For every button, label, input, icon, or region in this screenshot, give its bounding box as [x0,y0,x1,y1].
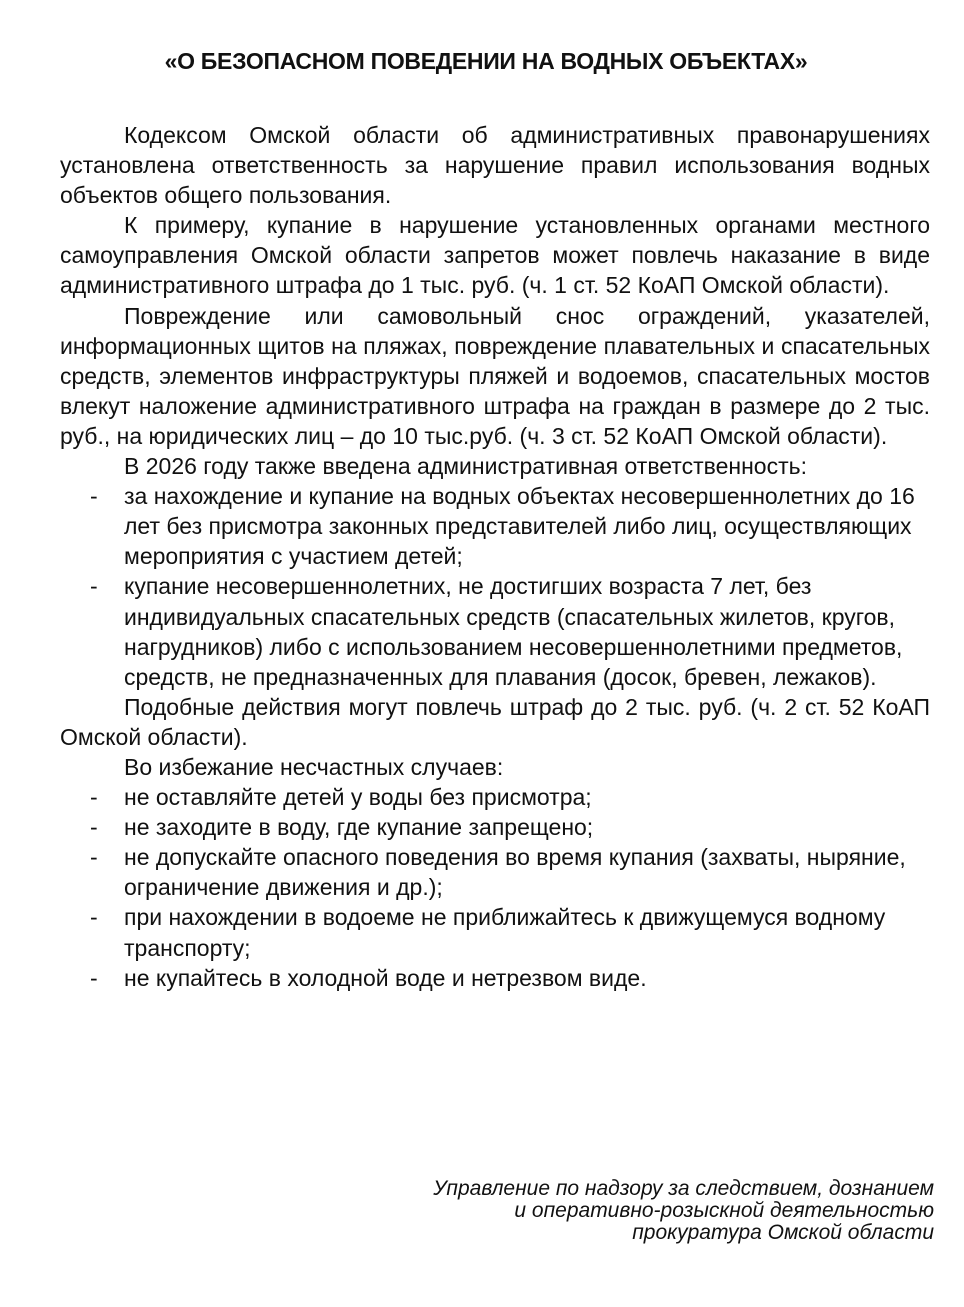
list-item [60,963,930,993]
list-item-text: купание несовершеннолетних, не достигших возраста 7 лет, без индивидуальных спасательных средств (спасательных жилетов, кругов, нагрудников) либо с использованием несовершеннолетними предметов, средств, не предназначенных для плавания (досок, бревен, лежаков). [124,573,903,690]
list-item [60,481,930,571]
signature-line: и оперативно-розыскной деятельностью [514,1199,934,1222]
list-item [60,842,930,902]
dash-bullet: - [90,784,98,811]
responsibility-list [60,481,930,692]
list-item-text: за нахождение и купание на водных объектах несовершеннолетних до 16 лет без присмотра законных представителей либо лиц, осуществляющих мероприятия с участием детей; [124,483,915,570]
document-title: «О БЕЗОПАСНОМ ПОВЕДЕНИИ НА ВОДНЫХ ОБЪЕКТАХ» [164,48,808,74]
list-item [60,782,930,812]
list-item-text: не заходите в воду, где купание запрещено; [124,814,594,841]
list-item [60,812,930,842]
paragraph-advice-intro: Во избежание несчастных случаев: [124,753,504,780]
paragraph-swimming-fine: К примеру, купание в нарушение установленных органами местного самоуправления Омской области запретов может повлечь наказание в виде административного штрафа до 1 тыс. руб. (ч. 1 ст. 52 КоАП Омской области). [60,212,930,299]
list-item-text: не оставляйте детей у воды без присмотра; [124,784,592,811]
list-item-text: при нахождении в водоеме не приближайтесь к движущемуся водному транспорту; [124,904,886,961]
dash-bullet: - [90,964,98,991]
dash-bullet: - [90,483,98,510]
dash-bullet: - [90,844,98,871]
paragraph-damage-fine: Повреждение или самовольный снос ограждений, указателей, информационных щитов на пляжах, повреждение плавательных и спасательных средств, элементов инфраструктуры пляжей и водоемов, спасательных мостов влекут наложение административного штрафа на граждан в размере до 2 тыс. руб., на юридических лиц – до 10 тыс.руб. (ч. 3 ст. 52 КоАП Омской области). [60,302,930,449]
list-item-text: не допускайте опасного поведения во время купания (захваты, ныряние, ограничение движения и др.); [124,844,906,901]
signature-line: прокуратура Омской области [632,1221,934,1244]
paragraph-code-intro: Кодексом Омской области об административных правонарушениях установлена ответственность за нарушение правил использования водных объектов общего пользования. [60,122,930,209]
paragraph-penalty: Подобные действия могут повлечь штраф до 2 тыс. руб. (ч. 2 ст. 52 КоАП Омской области). [60,693,930,750]
list-item-text: не купайтесь в холодной воде и нетрезвом виде. [124,964,647,991]
document-body [60,120,930,993]
dash-bullet: - [90,814,98,841]
list-item [60,571,930,691]
advice-list [60,782,930,993]
dash-bullet: - [90,904,98,931]
signature-block [294,1178,934,1244]
dash-bullet: - [90,573,98,600]
list-item [60,902,930,962]
paragraph-2026-intro: В 2026 году также введена административная ответственность: [124,453,807,480]
signature-line: Управление по надзору за следствием, дознанием [433,1177,934,1200]
